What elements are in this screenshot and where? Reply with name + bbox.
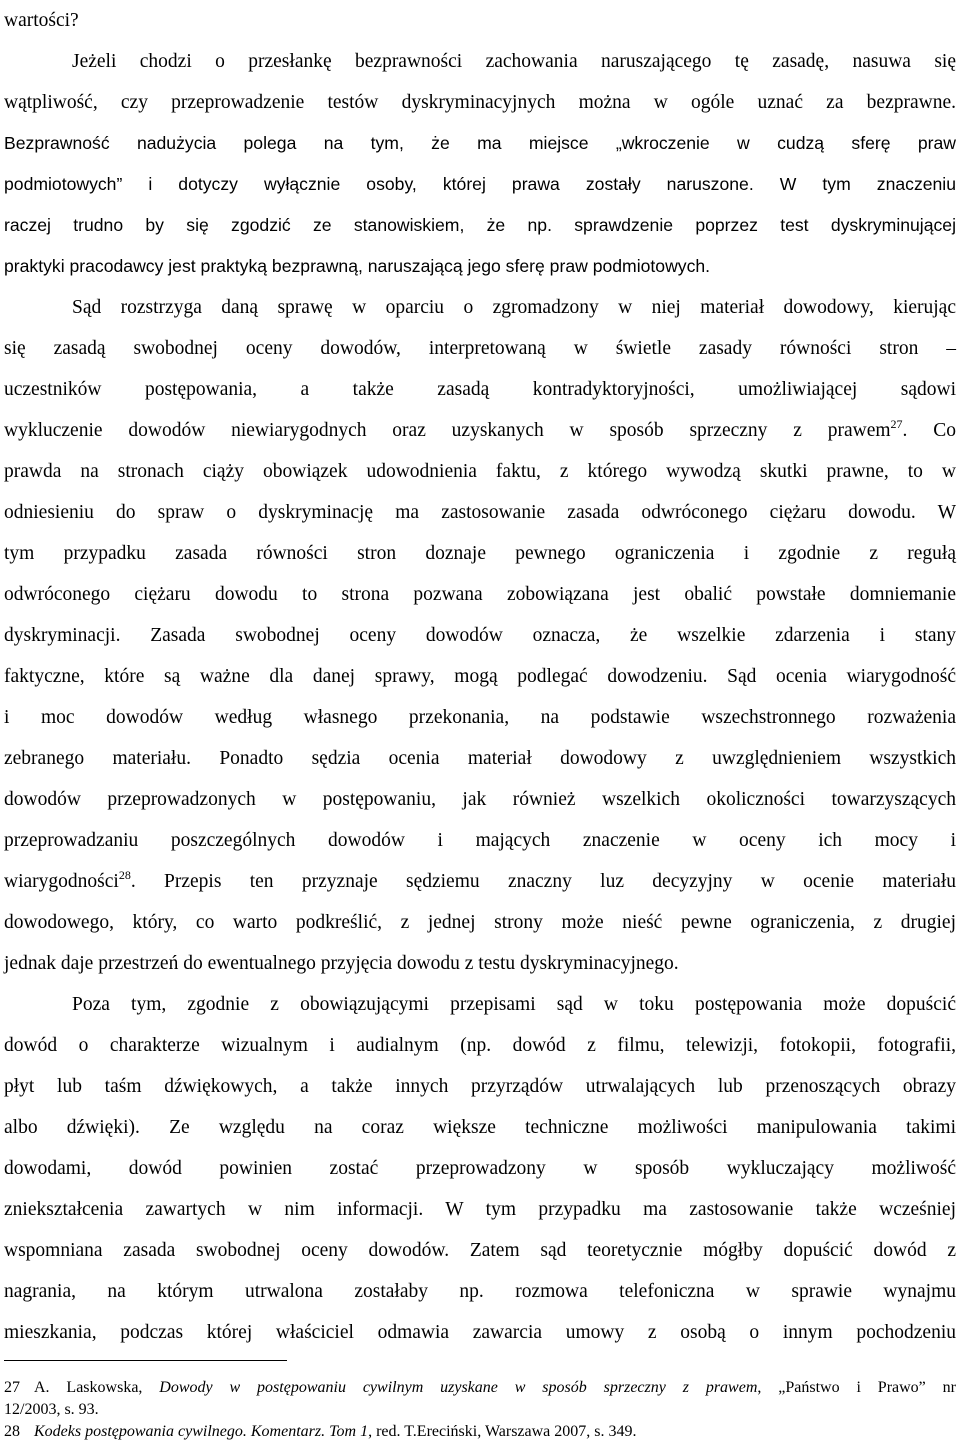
footnote-title: Kodeks postępowania cywilnego. Komentarz. Tom 1 bbox=[34, 1423, 369, 1440]
text-line: mieszkania, podczas której właściciel odmawia zawarcia umowy z osobą o innym pochodzeniu bbox=[4, 1322, 956, 1343]
text-line: zniekształcenia zawartych w nim informacji. W tym przypadku ma zastosowanie także wcześniej bbox=[4, 1199, 956, 1220]
footnote-title: Dowody w postępowaniu cywilnym uzyskane w sposób sprzeczny z prawem bbox=[159, 1379, 758, 1396]
text-segment: . Co bbox=[902, 420, 957, 441]
footnote-author: A. Laskowska, bbox=[34, 1379, 160, 1396]
text-line: wartości? bbox=[4, 10, 79, 31]
footnote-ref-28[interactable]: 28 bbox=[118, 868, 131, 882]
text-line: dowodów przeprowadzonych w postępowaniu, jak również wszelkich okoliczności towarzyszących bbox=[4, 789, 956, 810]
text-line: jednak daje przestrzeń do ewentualnego przyjęcia dowodu z testu dyskryminacyjnego. bbox=[4, 953, 679, 974]
text-line: praktyki pracodawcy jest praktyką bezprawną, naruszającą jego sferę praw podmiotowych. bbox=[4, 256, 711, 276]
text-line: Sąd rozstrzyga daną sprawę w oparciu o zgromadzony w niej materiał dowodowy, kierując bbox=[72, 297, 956, 318]
text-line: raczej trudno by się zgodzić ze stanowiskiem, że np. sprawdzenie poprzez test dyskryminującej bbox=[4, 215, 956, 235]
text-segment: wiarygodności bbox=[4, 871, 119, 892]
text-line: faktyczne, które są ważne dla danej sprawy, mogą podlegać dowodzeniu. Sąd ocenia wiarygodność bbox=[4, 666, 956, 687]
text-line: wątpliwość, czy przeprowadzenie testów dyskryminacyjnych można w ogóle uznać za bezprawne. bbox=[4, 92, 956, 113]
text-line: nagrania, na którym utrwalona zostałaby np. rozmowa telefoniczna w sprawie wynajmu bbox=[4, 1281, 956, 1302]
footnote-rest: , „Państwo i Prawo” nr bbox=[757, 1379, 956, 1396]
text-line: podmiotowych” i dotyczy wyłącznie osoby, której prawa zostały naruszone. W tym znaczeniu bbox=[4, 174, 956, 194]
text-line bbox=[4, 410, 956, 451]
footnote-rest: , red. T.Ereciński, Warszawa 2007, s. 349. bbox=[368, 1423, 637, 1440]
text-segment: wykluczenie dowodów niewiarygodnych oraz uzyskanych w sposób sprzeczny z prawem bbox=[4, 420, 891, 441]
text-line: Jeżeli chodzi o przesłankę bezprawności zachowania naruszającego tę zasadę, nasuwa się bbox=[72, 51, 956, 72]
footnote-ref-27[interactable]: 27 bbox=[890, 417, 903, 431]
text-line: dowód o charakterze wizualnym i audialnym (np. dowód z filmu, telewizji, fotokopii, fotografii, bbox=[4, 1035, 956, 1056]
footnote-28 bbox=[4, 1421, 956, 1443]
text-line: Poza tym, zgodnie z obowiązującymi przepisami sąd w toku postępowania może dopuścić bbox=[72, 994, 956, 1015]
text-line: i moc dowodów według własnego przekonania, na podstawie wszechstronnego rozważenia bbox=[4, 707, 956, 728]
text-line: przeprowadzaniu poszczególnych dowodów i mających znaczenie w oceny ich mocy i bbox=[4, 830, 956, 851]
footnote-27 bbox=[4, 1377, 956, 1399]
footnote-number: 28 bbox=[4, 1423, 20, 1440]
text-line: albo dźwięki). Ze względu na coraz większe techniczne możliwości manipulowania takimi bbox=[4, 1117, 956, 1138]
text-line: Bezprawność nadużycia polega na tym, że ma miejsce „wkroczenie w cudzą sferę praw bbox=[4, 133, 956, 153]
text-segment: . Przepis ten przyznaje sędziemu znaczny luz decyzyjny w ocenie materiału bbox=[130, 871, 956, 892]
text-line: dyskryminacji. Zasada swobodnej oceny dowodów oznacza, że wszelkie zdarzenia i stany bbox=[4, 625, 956, 646]
text-line: uczestników postępowania, a także zasadą kontradyktoryjności, umożliwiającej sądowi bbox=[4, 379, 956, 400]
text-line bbox=[4, 861, 956, 902]
text-line: wspomniana zasada swobodnej oceny dowodów. Zatem sąd teoretycznie mógłby dopuścić dowód z bbox=[4, 1240, 956, 1261]
text-line: odniesieniu do spraw o dyskryminację ma zastosowanie zasada odwróconego ciężaru dowodu. W bbox=[4, 502, 956, 523]
text-line: się zasadą swobodnej oceny dowodów, interpretowaną w świetle zasady równości stron – bbox=[4, 338, 956, 359]
footnote-27-continuation: 12/2003, s. 93. bbox=[4, 1401, 99, 1418]
text-line: dowodowego, który, co warto podkreślić, z jednej strony może nieść pewne ograniczenia, z drugiej bbox=[4, 912, 956, 933]
text-line: zebranego materiału. Ponadto sędzia ocenia materiał dowodowy z uwzględnieniem wszystkich bbox=[4, 748, 956, 769]
footnote-divider bbox=[4, 1360, 287, 1361]
footnote-number: 27 bbox=[4, 1379, 20, 1396]
text-line: odwróconego ciężaru dowodu to strona pozwana zobowiązana jest obalić powstałe domniemanie bbox=[4, 584, 956, 605]
text-line: dowodami, dowód powinien zostać przeprowadzony w sposób wykluczający możliwość bbox=[4, 1158, 956, 1179]
text-line: tym przypadku zasada równości stron doznaje pewnego ograniczenia i zgodnie z regułą bbox=[4, 543, 956, 564]
text-line: prawda na stronach ciąży obowiązek udowodnienia faktu, z którego wywodzą skutki prawne, to w bbox=[4, 461, 956, 482]
text-line: płyt lub taśm dźwiękowych, a także innych przyrządów utrwalających lub przenoszących obrazy bbox=[4, 1076, 956, 1097]
